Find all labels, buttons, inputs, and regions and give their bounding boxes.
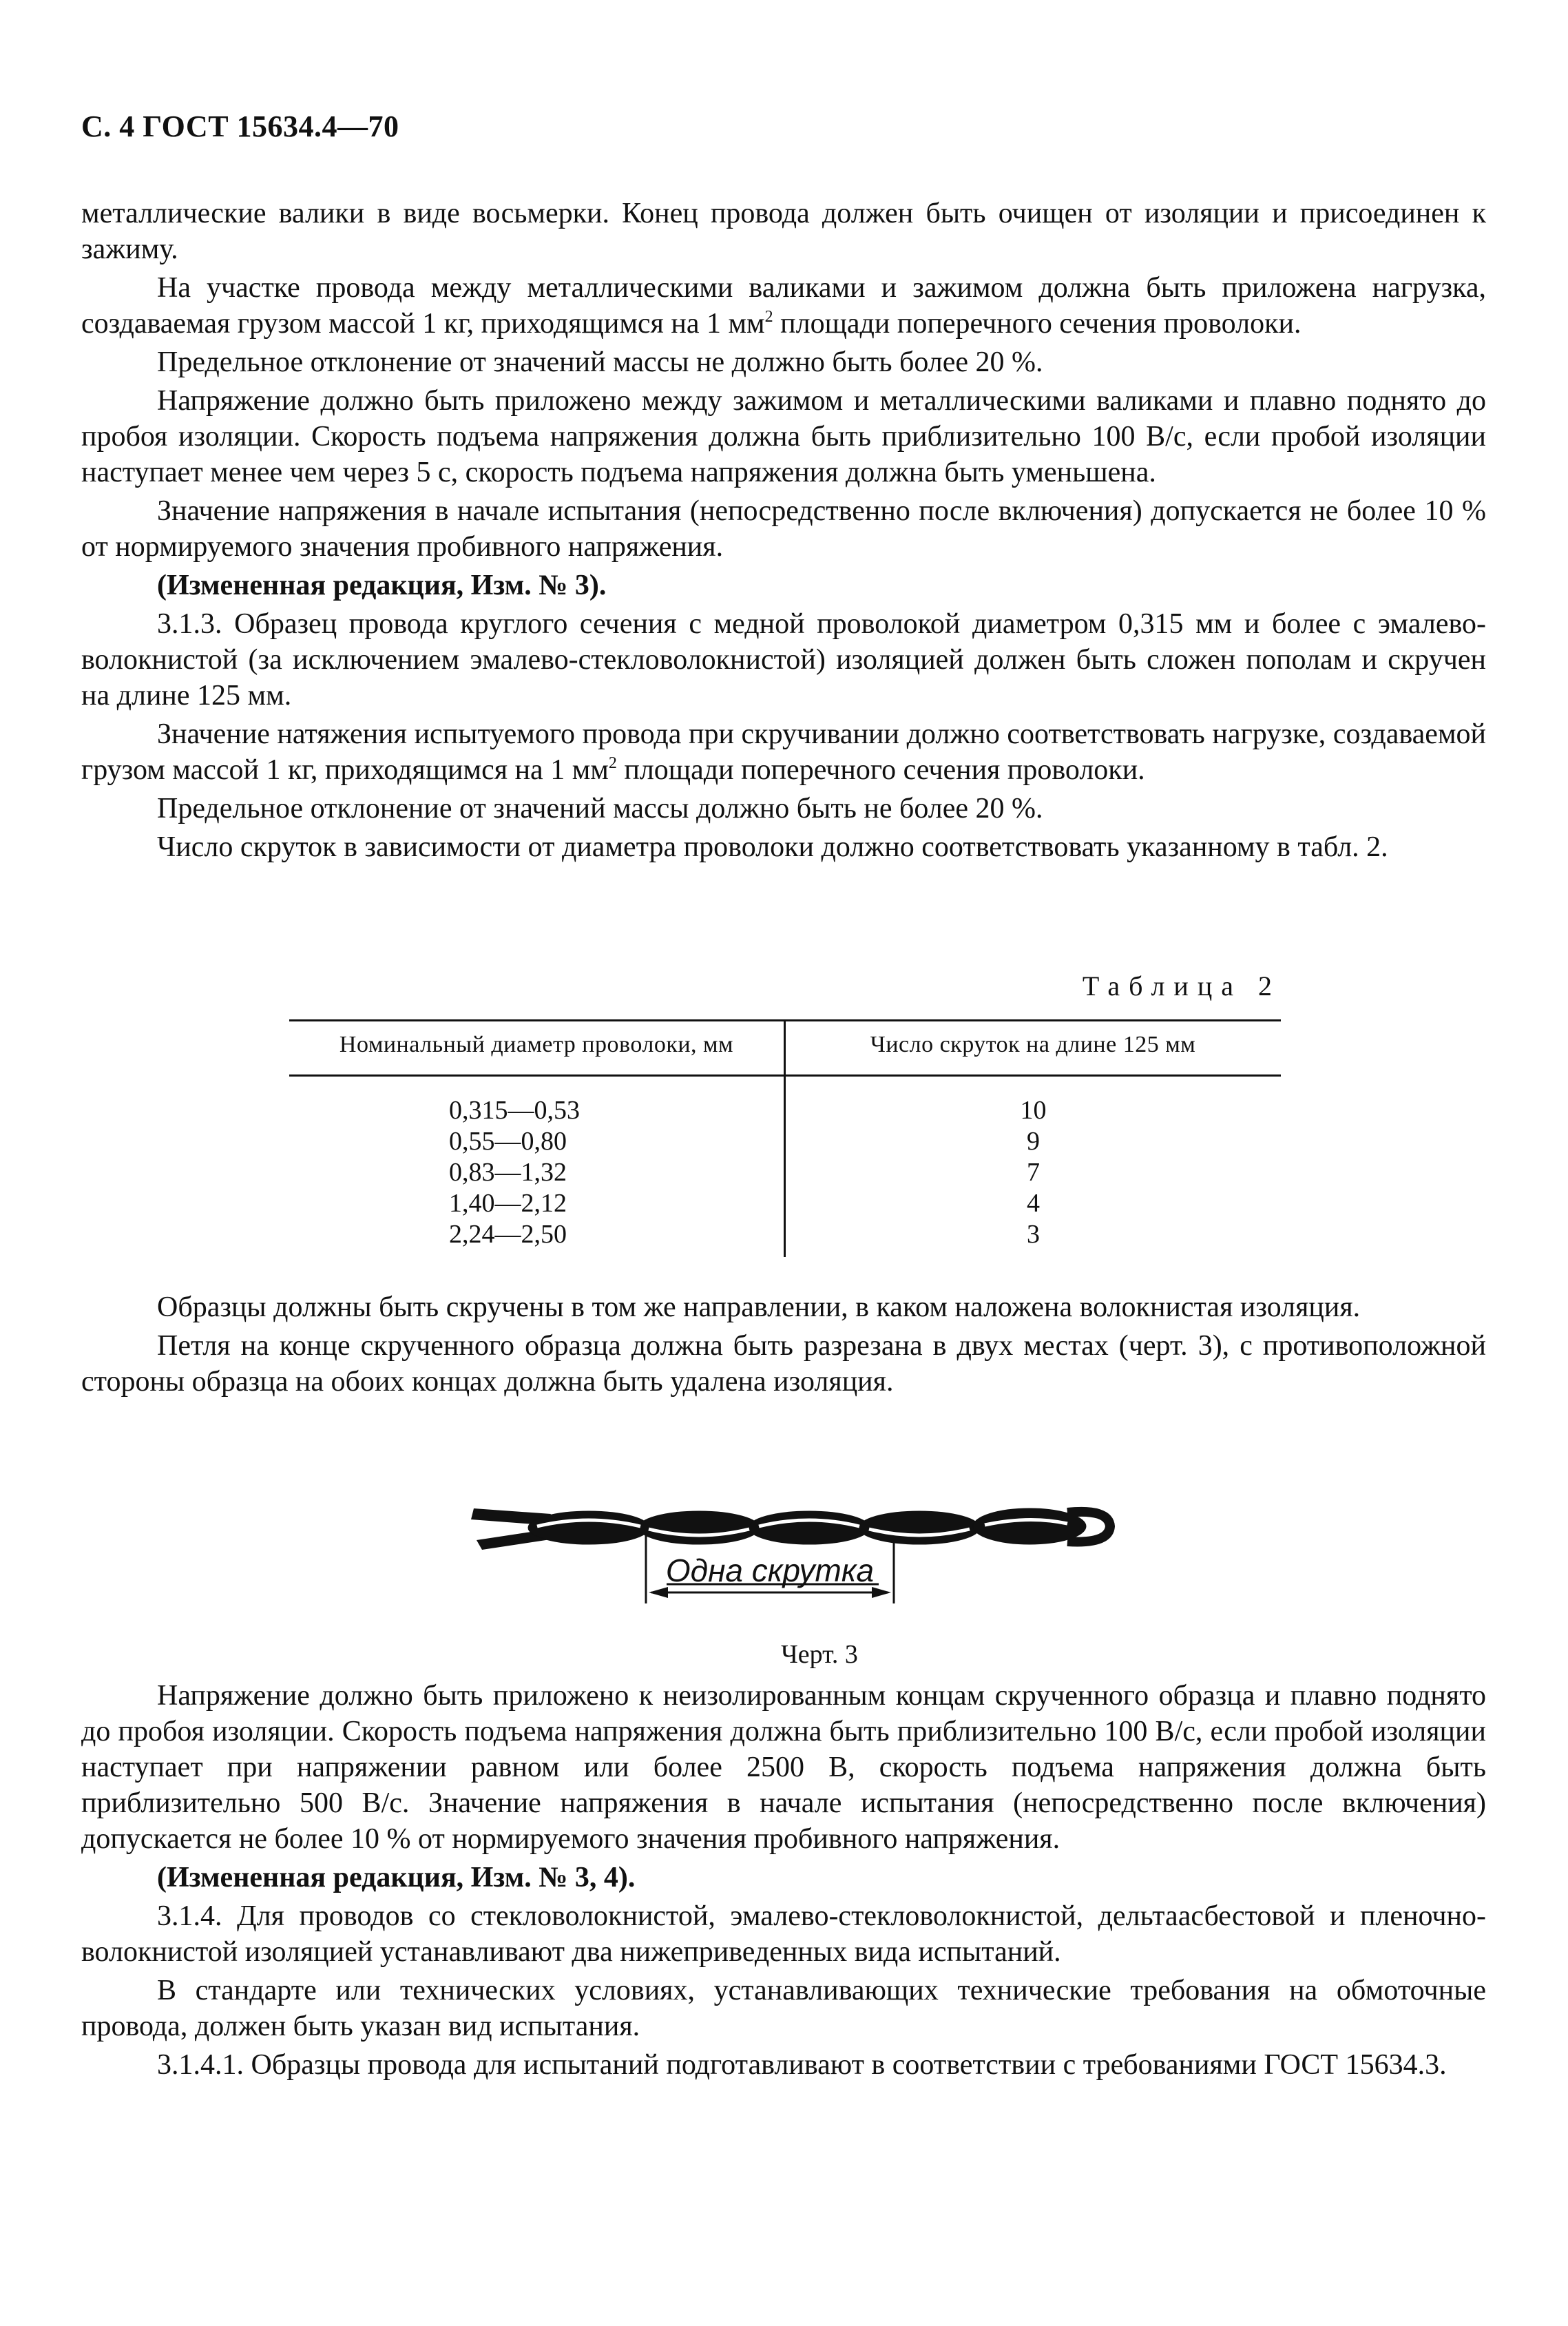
paragraph-mass-deviation-2: Предельное отклонение от значений массы должно быть не более 20 %. [157,793,1043,824]
text-block-middle [81,1289,1486,1402]
table-cell-twists: 10 [1020,1096,1047,1125]
paragraph-tension: Значение натяжения испытуемого провода при скручивании должно соответствовать нагрузке, создаваемой грузом массой 1 кг, приходящимся на 1 $мм^2$ площади поперечного сечения проволоки. [81,718,1486,786]
table-cell-twists: 3 [1027,1220,1040,1249]
amendment-note: (Измененная редакция, Изм. № 3). [157,570,607,601]
figure-label: Одна скрутка [665,1553,875,1588]
paragraph-voltage: Напряжение должно быть приложено между зажимом и металлическими валиками и плавно поднято до пробоя изоляции. Скорость подъема напряжения должна быть приблизительно 100 В/с, если пробой изоляции наступает менее чем через 5 с, скорость подъема напряжения должна быть уменьшена. [81,385,1486,488]
table-cell-diameter: 1,40—2,12 [449,1189,567,1218]
superscript: 2 [608,754,617,772]
table-cell-diameter: 0,55—0,80 [449,1127,567,1156]
text-block-lower [81,1678,1486,2086]
table-column-twists [786,1095,1281,1250]
table-cell-twists: 7 [1027,1158,1040,1187]
paragraph-load: На участке провода между металлическими валиками и зажимом должна быть приложена нагрузка, создаваемая грузом массой 1 кг, приходящимся на 1 $мм^2$ площади поперечного сечения проволоки. [81,272,1486,340]
table-cell-diameter: 2,24—2,50 [449,1220,567,1249]
paragraph-continuation: металлические валики в виде восьмерки. Конец провода должен быть очищен от изоляции и присоединен к зажиму. [81,198,1486,265]
table-header-twists: Число скруток на длине 125 мм [870,1032,1196,1057]
table-cell-diameter: 0,83—1,32 [449,1158,567,1187]
amendment-note-2: (Измененная редакция, Изм. № 3, 4). [157,1862,636,1893]
table-cell-twists: 9 [1027,1127,1040,1156]
page-header: С. 4 ГОСТ 15634.4—70 [81,110,399,143]
paragraph-mass-deviation: Предельное отклонение от значений массы не должно быть более 20 %. [157,346,1043,378]
paragraph-twist-count: Число скруток в зависимости от диаметра проволоки должно соответствовать указанному в табл. 2. [157,831,1388,863]
table-cell-diameter: 0,315—0,53 [449,1096,580,1125]
paragraph-3-1-4-1: 3.1.4.1. Образцы провода для испытаний подготавливают в соответствии с требованиями ГОСТ 15634.3. [157,2049,1447,2081]
table-caption: Таблица 2 [1082,970,1281,1001]
figure-caption: Черт. 3 [781,1640,858,1669]
table-column-diameter [289,1095,784,1250]
superscript: 2 [764,308,773,326]
twisted-wire-drawing [468,1481,1129,1619]
text-block-upper [81,196,1486,868]
paragraph-3-1-3: 3.1.3. Образец провода круглого сечения с медной проволокой диаметром 0,315 мм и более с эмалево-волокнистой (за исключением эмалево-стекловолокнистой) изоляцией должен быть сложен пополам и скручен на длине 125 мм. [81,608,1486,712]
table-cell-twists: 4 [1027,1189,1040,1218]
paragraph-twist-direction: Образцы должны быть скручены в том же направлении, в каком наложена волокнистая изоляция. [157,1291,1361,1323]
paragraph-3-1-4: 3.1.4. Для проводов со стекловолокнистой, эмалево-стекловолокнистой, дельтаасбестовой и пленочно-волокнистой изоляцией устанавливают два нижеприведенных вида испытаний. [81,1900,1486,1968]
paragraph-test-type: В стандарте или технических условиях, устанавливающих технические требования на обмоточные провода, должен быть указан вид испытания. [81,1975,1486,2042]
table-header-diameter: Номинальный диаметр проволоки, мм [339,1032,734,1057]
paragraph-initial-voltage: Значение напряжения в начале испытания (непосредственно после включения) допускается не более 10 % от нормируемого значения пробивного напряжения. [81,495,1486,563]
paragraph-voltage-twisted: Напряжение должно быть приложено к неизолированным концам скрученного образца и плавно поднято до пробоя изоляции. Скорость подъема напряжения должна быть приблизительно 100 В/с, если пробой изоляции наступает при напряжении равном или более 2500 В, скорость подъема напряжения должна быть приблизительно 500 В/с. Значение напряжения в начале испытания (непосредственно после включения) допускается не более 10 % от нормируемого значения пробивного напряжения. [81,1680,1486,1855]
paragraph-loop-cut: Петля на конце скрученного образца должна быть разрезана в двух местах (черт. 3), с противоположной стороны образца на обоих концах должна быть удалена изоляция. [81,1330,1486,1398]
